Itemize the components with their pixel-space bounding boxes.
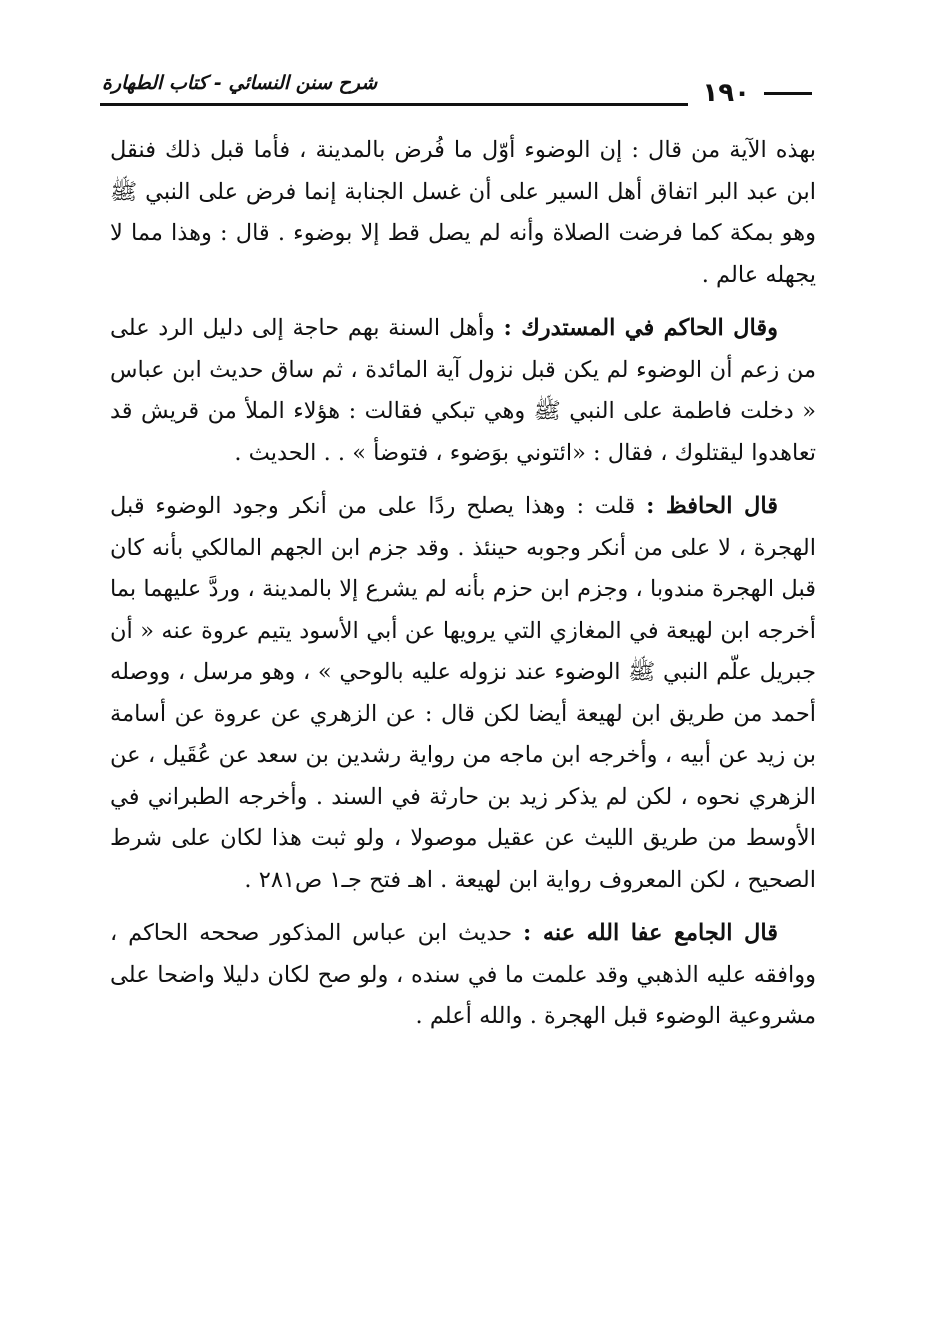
page-number-group [688, 78, 812, 108]
paragraph-3-lead: قال الحافظ : [646, 493, 778, 519]
page-number: ١٩٠ [702, 78, 750, 108]
paragraph-4-text: حديث ابن عباس المذكور صححه الحاكم ، ووافقه عليه الذهبي وقد علمت ما في سنده ، ولو صح لكان دليلا واضحا على مشروعية الوضوء قبل الهجرة . والله أعلم . [110, 920, 816, 1029]
book-title: شرح سنن النسائي - كتاب الطهارة [102, 72, 378, 94]
paragraph-1 [110, 130, 816, 296]
paragraph-4-lead: قال الجامع عفا الله عنه : [523, 920, 778, 946]
body-text [110, 130, 816, 1038]
page-number-dash [764, 92, 812, 95]
running-header [100, 70, 812, 110]
paragraph-2-lead: وقال الحاكم في المستدرك : [503, 315, 778, 341]
paragraph-3-text: قلت : وهذا يصلح ردًا على من أنكر وجود الوضوء قبل الهجرة ، لا على من أنكر وجوبه حينئذ . وقد جزم ابن الجهم المالكي بأنه كان قبل الهجرة مندوبا ، وجزم ابن حزم بأنه لم يشرع إلا بالمدينة ، وردَّ عليهما بما أخرجه ابن لهيعة في المغازي التي يرويها عن أبي الأسود يتيم عروة عنه « أن جبريل علّم النبي ﷺ الوضوء عند نزوله عليه بالوحي » ، وهو مرسل ، ووصله أحمد من طريق ابن لهيعة أيضا لكن قال : عن الزهري عن عروة عن أسامة بن زيد عن أبيه ، وأخرجه ابن ماجه من رواية رشدين بن سعد عن عُقَيل ، عن الزهري نحوه ، لكن لم يذكر زيد بن حارثة في السند . وأخرجه الطبراني في الأوسط من طريق الليث عن عقيل موصولا ، ولو ثبت هذا لكان على شرط الصحيح ، لكن المعروف رواية ابن لهيعة . اهـ فتح جـ١ ص٢٨١ . [110, 493, 816, 893]
paragraph-4 [110, 913, 816, 1038]
paragraph-3 [110, 486, 816, 901]
paragraph-1-text: بهذه الآية من قال : إن الوضوء أوّل ما فُرض بالمدينة ، فأما قبل ذلك فنقل ابن عبد البر اتفاق أهل السير على أن غسل الجنابة إنما فرض على النبي ﷺ وهو بمكة كما فرضت الصلاة وأنه لم يصل قط إلا بوضوء . قال : وهذا مما لا يجهله عالم . [110, 137, 816, 288]
paragraph-2 [110, 308, 816, 474]
paragraph-2-text: وأهل السنة بهم حاجة إلى دليل الرد على من زعم أن الوضوء لم يكن قبل نزول آية المائدة ، ثم ساق حديث ابن عباس « دخلت فاطمة على النبي ﷺ وهي تبكي فقالت : هؤلاء الملأ من قريش قد تعاهدوا ليقتلوك ، فقال : «ائتوني بوَضوء ، فتوضأ » . . الحديث . [110, 315, 816, 466]
